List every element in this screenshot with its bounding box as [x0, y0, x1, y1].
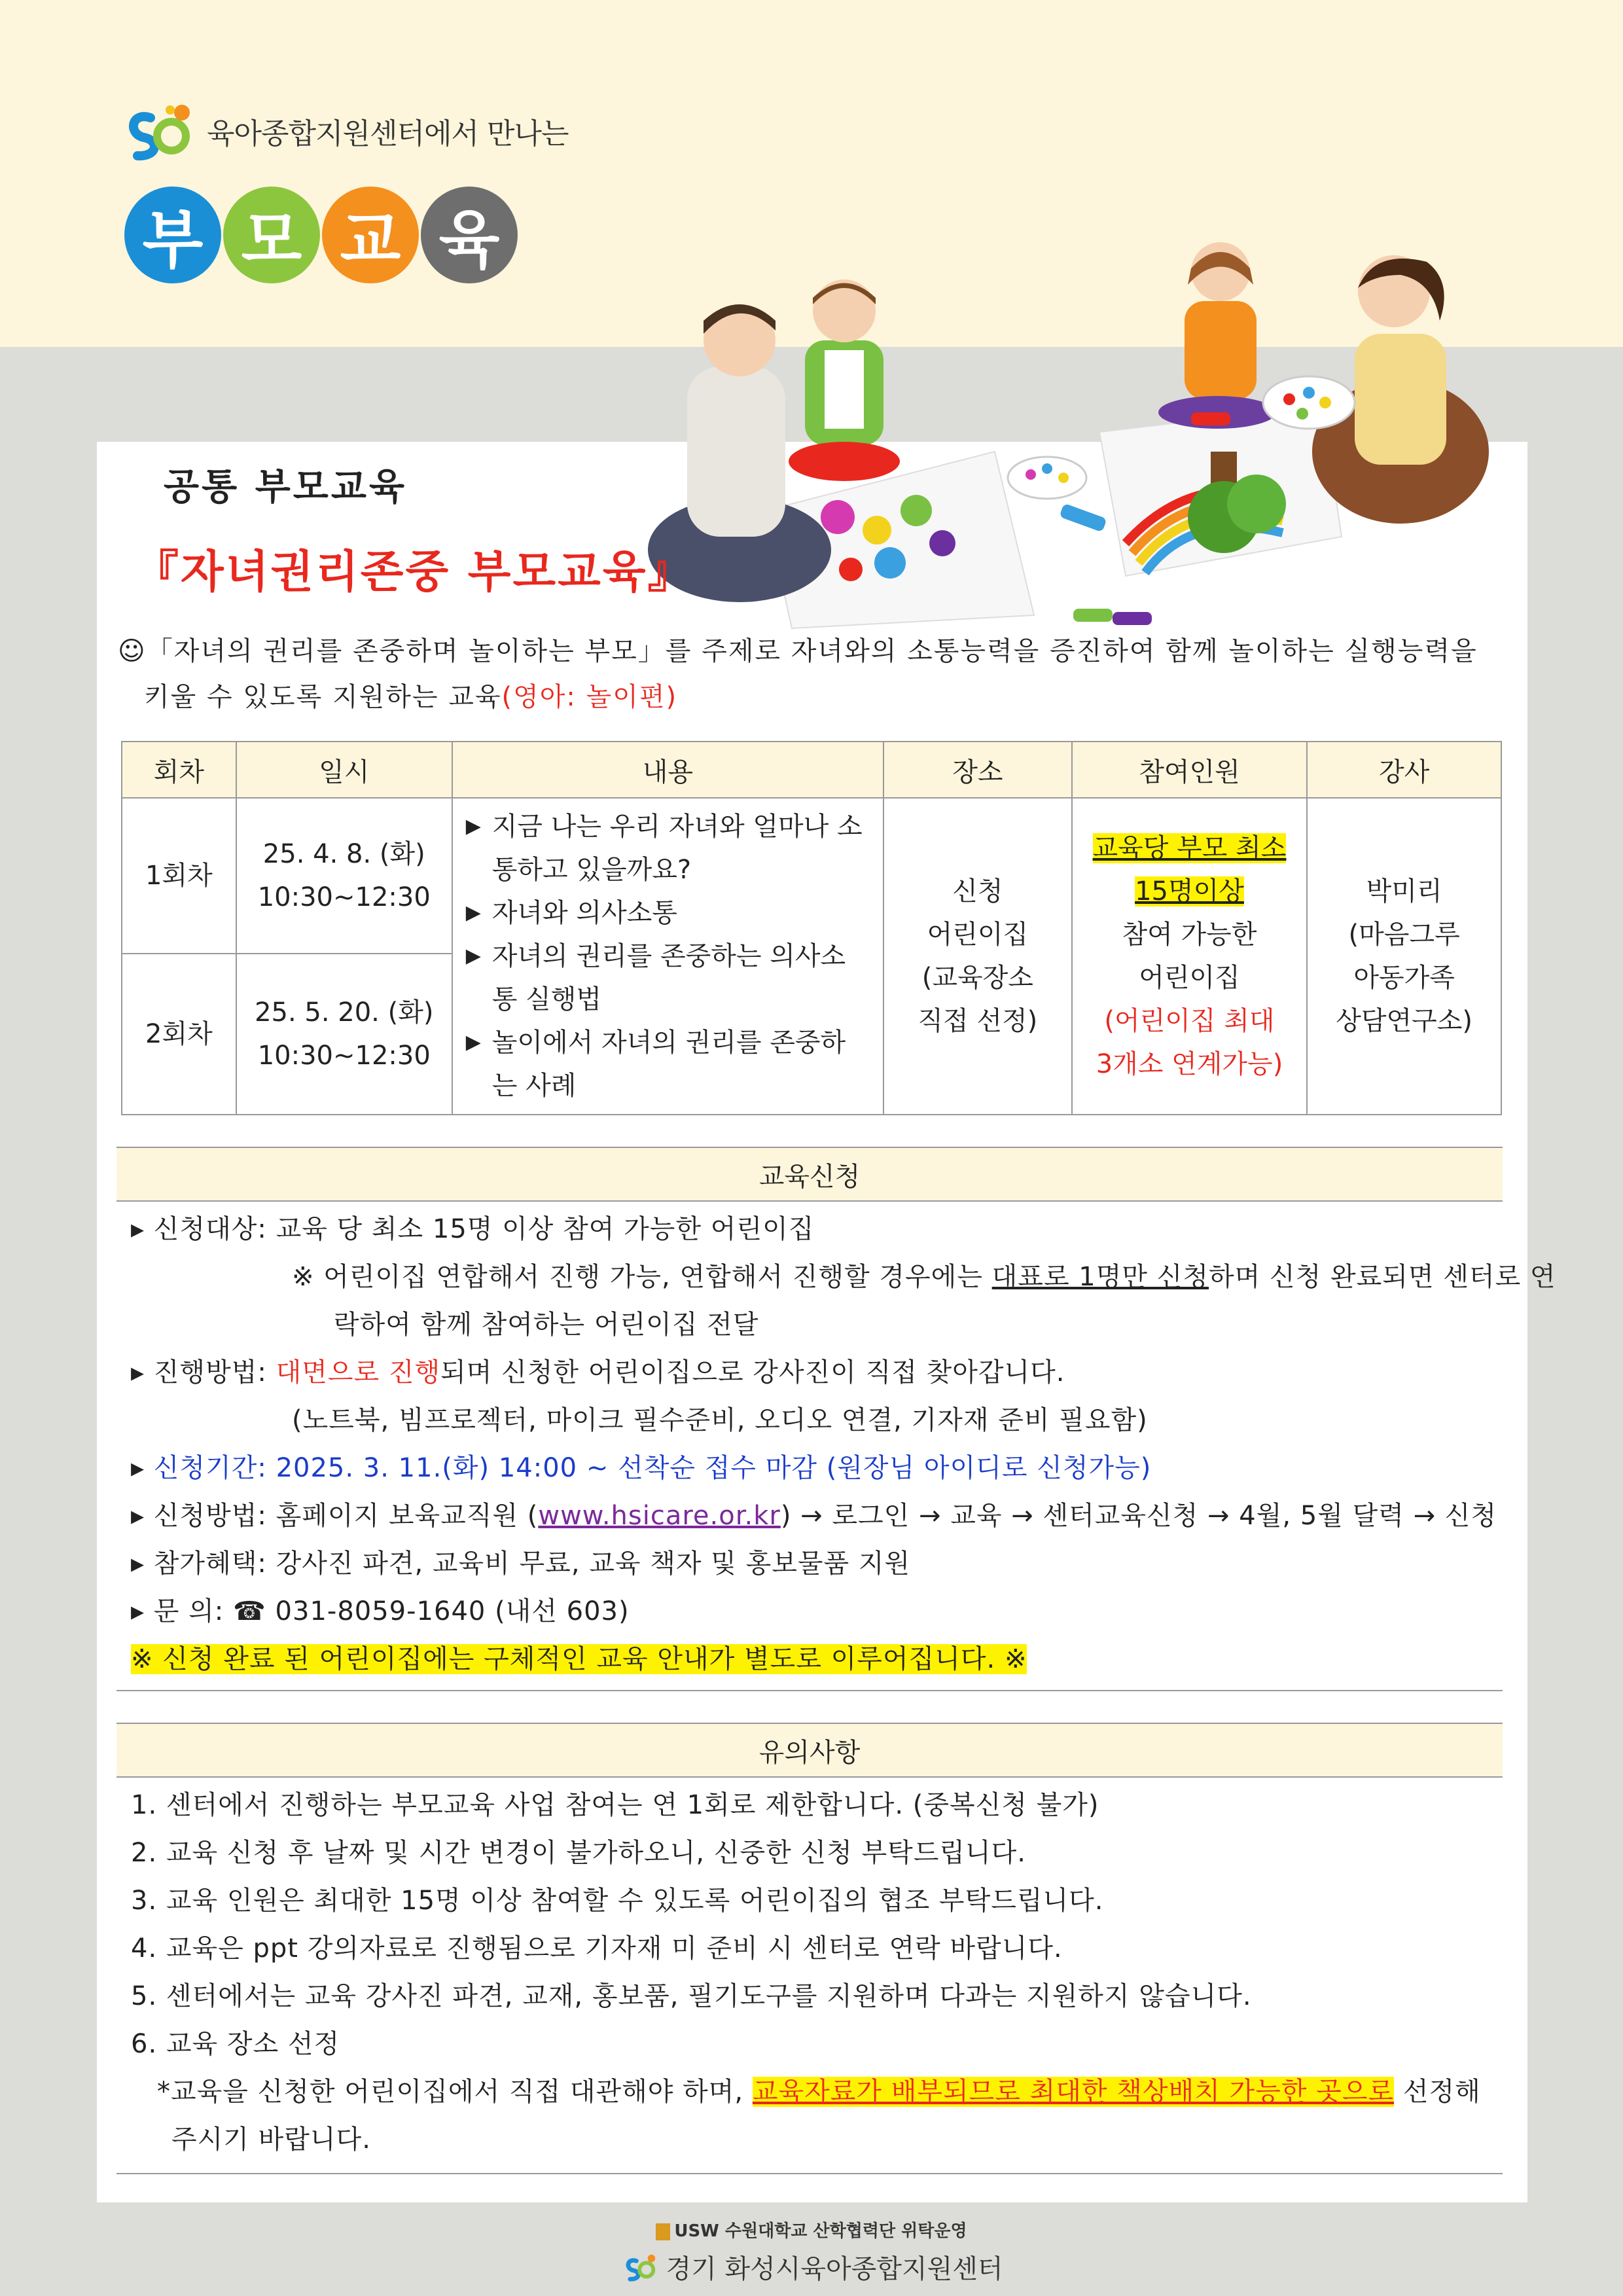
- bullet-icon: ▸: [131, 1596, 154, 1626]
- method-line: ▸ 진행방법: 대면으로 진행되며 신청한 어린이집으로 강사진이 직접 찾아갑니다.: [131, 1357, 1065, 1388]
- list-item: ▶ 자녀와 의사소통: [466, 891, 870, 935]
- datetime-cell: [236, 954, 452, 1115]
- bullet-icon: ▶: [465, 1031, 481, 1054]
- title-char-3: 교: [322, 187, 419, 283]
- center-logo: [124, 98, 569, 164]
- list-item: ▶ 지금 나는 우리 자녀와 얼마나 소통하고 있을까요?: [466, 805, 870, 891]
- note-line-cont: 락하여 함께 참여하는 어린이집 전달: [334, 1310, 759, 1340]
- target-line: ▸ 신청대상: 교육 당 최소 15명 이상 참여 가능한 어린이집: [131, 1214, 815, 1244]
- bullet-icon: ▶: [465, 815, 481, 838]
- date-text: 25. 5. 20. (화): [255, 997, 434, 1028]
- date-text: 25. 4. 8. (화): [262, 838, 425, 869]
- col-header-participants: 참여인원: [1072, 742, 1308, 798]
- intro-highlight: (영아: 놀이편): [501, 682, 678, 712]
- application-heading: 교육신청: [116, 1147, 1503, 1202]
- bullet-icon: ▸: [131, 1357, 154, 1388]
- smiley-icon: ☺: [118, 636, 147, 666]
- footer: [0, 2217, 1623, 2289]
- cautions-section: [116, 1723, 1503, 2174]
- center-logo-icon: [124, 98, 203, 164]
- col-header-session: 회차: [122, 742, 236, 798]
- center-logo-icon: [620, 2251, 666, 2289]
- bullet-icon: ▸: [131, 1214, 154, 1244]
- participants-cell: 교육당 부모 최소 15명이상 참여 가능한 어린이집 (어린이집 최대 3개소 연계가능): [1072, 798, 1308, 1115]
- bullet-icon: ▸: [131, 1549, 154, 1579]
- bullet-icon: ▸: [131, 1453, 154, 1483]
- list-item: ▶ 자녀의 권리를 존중하는 의사소통 실행법: [466, 935, 870, 1021]
- col-header-datetime: 일시: [236, 742, 452, 798]
- footer-operator: USW 수원대학교 산학협력단 위탁운영: [0, 2217, 1623, 2242]
- header-subtitle: 육아종합지원센터에서 만나는: [207, 117, 569, 151]
- footer-center-name: 경기 화성시육아종합지원센터: [0, 2248, 1623, 2289]
- content-cell: [452, 798, 883, 1115]
- bullet-icon: ▸: [131, 1501, 154, 1531]
- title-char-4: 육: [421, 187, 518, 283]
- list-item: 6. 교육 장소 선정: [131, 2029, 340, 2059]
- list-item: ▶ 놀이에서 자녀의 권리를 존중하는 사례: [466, 1021, 870, 1107]
- title-char-1: 부: [124, 187, 221, 283]
- cautions-heading: 유의사항: [116, 1723, 1503, 1778]
- list-item: 5. 센터에서는 교육 강사진 파견, 교재, 홍보품, 필기도구를 지원하며 다과는 지원하지 않습니다.: [131, 1981, 1252, 2011]
- instructor-cell: 박미리 (마음그루 아동가족 상담연구소): [1307, 798, 1501, 1115]
- contact-line: ▸ 문 의: ☎ 031-8059-1640 (내선 603): [131, 1596, 630, 1626]
- application-section: [116, 1147, 1556, 1691]
- bullet-icon: ▶: [465, 944, 481, 967]
- period-line: ▸ 신청기간: 2025. 3. 11.(화) 14:00 ~ 선착순 접수 마감 (원장님 아이디로 신청가능): [131, 1453, 1152, 1483]
- homepage-link[interactable]: www.hsicare.or.kr: [538, 1501, 781, 1531]
- list-item: 3. 교육 인원은 최대한 15명 이상 참여할 수 있도록 어린이집의 협조 부탁드립니다.: [131, 1886, 1104, 1916]
- col-header-instructor: 강사: [1307, 742, 1501, 798]
- note-line: ※ 어린이집 연합해서 진행 가능, 연합해서 진행할 경우에는 대표로 1명만 신청하며 신청 완료되면 센터로 연: [292, 1262, 1556, 1292]
- time-text: 10:30~12:30: [257, 1040, 431, 1071]
- table-header-row: [122, 742, 1501, 798]
- session-cell: 2회차: [122, 954, 236, 1115]
- list-item: 1. 센터에서 진행하는 부모교육 사업 참여는 연 1회로 제한합니다. (중복신청 불가): [131, 1790, 1099, 1820]
- section-title: 공통 부모교육: [164, 466, 408, 509]
- schedule-table: [121, 741, 1502, 1115]
- usw-logo-icon: [656, 2223, 670, 2240]
- family-painting-illustration: [628, 236, 1492, 644]
- time-text: 10:30~12:30: [257, 882, 431, 912]
- datetime-cell: [236, 798, 452, 954]
- list-item: 2. 교육 신청 후 날짜 및 시간 변경이 불가하오니, 신중한 신청 부탁드립니다.: [131, 1838, 1027, 1868]
- notice-line: ※ 신청 완료 된 어린이집에는 구체적인 교육 안내가 별도로 이루어집니다. ※: [131, 1644, 1027, 1674]
- col-header-content: 내용: [452, 742, 883, 798]
- sub-item: *교육을 신청한 어린이집에서 직접 대관해야 하며, 교육자료가 배부되므로 최대한 책상배치 가능한 곳으로 선정해: [157, 2077, 1481, 2107]
- benefit-line: ▸ 참가혜택: 강사진 파견, 교육비 무료, 교육 책자 및 홍보물품 지원: [131, 1549, 911, 1579]
- intro-text-line1: 「자녀의 권리를 존중하며 놀이하는 부모」를 주제로 자녀와의 소통능력을 증진하여 함께 놀이하는 실행능력을: [146, 636, 1478, 666]
- program-title: 『자녀권리존중 부모교육』: [134, 547, 694, 598]
- sub-item-cont: 주시기 바랍니다.: [171, 2125, 371, 2155]
- place-cell: 신청 어린이집 (교육장소 직접 선정): [883, 798, 1072, 1115]
- how-line: ▸ 신청방법: 홈페이지 보육교직원 (www.hsicare.or.kr) → 로그인 → 교육 → 센터교육신청 → 4월, 5월 달력 → 신청: [131, 1501, 1497, 1531]
- method-note: (노트북, 빔프로젝터, 마이크 필수준비, 오디오 연결, 기자재 준비 필요함): [292, 1405, 1148, 1435]
- intro-text-line2: 키울 수 있도록 지원하는 교육: [144, 682, 502, 712]
- page-title: [124, 187, 520, 283]
- table-row: [122, 798, 1501, 954]
- list-item: 4. 교육은 ppt 강의자료로 진행됨으로 기자재 미 준비 시 센터로 연락 바랍니다.: [131, 1933, 1063, 1964]
- bullet-icon: ▶: [465, 901, 481, 924]
- session-cell: 1회차: [122, 798, 236, 954]
- title-char-2: 모: [223, 187, 320, 283]
- col-header-place: 장소: [883, 742, 1072, 798]
- intro-paragraph: [118, 628, 1499, 720]
